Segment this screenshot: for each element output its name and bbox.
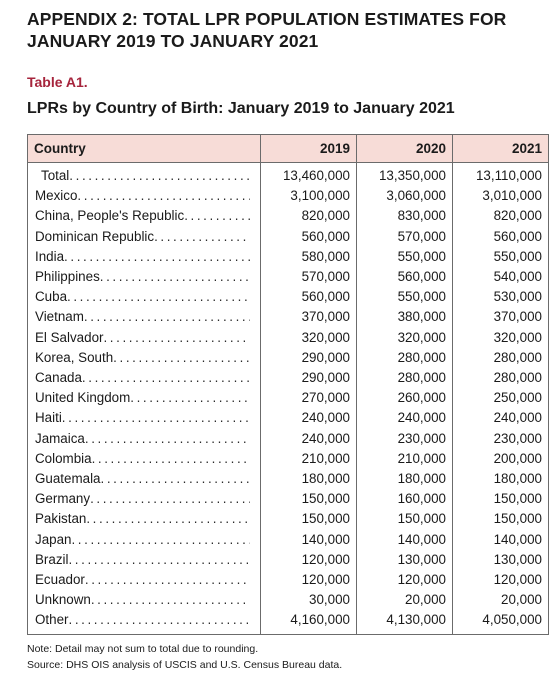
value-cell-2020: 140,000 — [357, 530, 453, 550]
value-cell-2020: 570,000 — [357, 227, 453, 247]
value-cell-2019: 150,000 — [261, 489, 357, 509]
country-cell — [28, 287, 261, 307]
country-cell — [28, 530, 261, 550]
value-cell-2019: 13,460,000 — [261, 163, 357, 187]
dot-leader — [184, 206, 250, 226]
table-row — [28, 247, 549, 267]
value-cell-2019: 560,000 — [261, 287, 357, 307]
dot-leader — [69, 610, 251, 630]
value-cell-2021: 3,010,000 — [453, 186, 549, 206]
value-cell-2019: 290,000 — [261, 368, 357, 388]
value-cell-2019: 240,000 — [261, 429, 357, 449]
table-row — [28, 408, 549, 428]
value-cell-2020: 550,000 — [357, 287, 453, 307]
dot-leader — [77, 186, 250, 206]
column-header-2020: 2020 — [357, 135, 453, 163]
value-cell-2020: 120,000 — [357, 570, 453, 590]
table-row — [28, 590, 549, 610]
value-cell-2020: 550,000 — [357, 247, 453, 267]
value-cell-2019: 120,000 — [261, 570, 357, 590]
country-name: Pakistan — [35, 511, 87, 527]
column-header-country: Country — [28, 135, 261, 163]
country-cell — [28, 469, 261, 489]
table-body — [28, 163, 549, 635]
table-row — [28, 570, 549, 590]
country-cell — [28, 348, 261, 368]
country-name: Japan — [35, 531, 72, 547]
value-cell-2019: 820,000 — [261, 206, 357, 226]
country-name: Other — [35, 612, 69, 628]
value-cell-2019: 140,000 — [261, 530, 357, 550]
value-cell-2019: 290,000 — [261, 348, 357, 368]
note-text: Note: Detail may not sum to total due to rounding. — [27, 643, 259, 655]
dot-leader — [113, 348, 250, 368]
value-cell-2021: 20,000 — [453, 590, 549, 610]
country-cell — [28, 307, 261, 327]
value-cell-2020: 20,000 — [357, 590, 453, 610]
table-row — [28, 550, 549, 570]
table-row — [28, 509, 549, 529]
value-cell-2019: 580,000 — [261, 247, 357, 267]
value-cell-2019: 270,000 — [261, 388, 357, 408]
table-row — [28, 469, 549, 489]
lpr-table — [27, 134, 549, 635]
value-cell-2019: 150,000 — [261, 509, 357, 529]
table-row — [28, 227, 549, 247]
country-cell — [28, 509, 261, 529]
value-cell-2021: 13,110,000 — [453, 163, 549, 187]
value-cell-2019: 4,160,000 — [261, 610, 357, 634]
table-row — [28, 307, 549, 327]
table-label: Table A1. — [27, 74, 88, 90]
country-name: India — [35, 248, 65, 264]
value-cell-2021: 130,000 — [453, 550, 549, 570]
table-row — [28, 163, 549, 187]
country-name: El Salvador — [35, 329, 104, 345]
dot-leader — [68, 550, 250, 570]
dot-leader — [62, 408, 250, 428]
value-cell-2021: 370,000 — [453, 307, 549, 327]
dot-leader — [92, 449, 250, 469]
dot-leader — [85, 570, 250, 590]
dot-leader — [85, 429, 250, 449]
value-cell-2019: 560,000 — [261, 227, 357, 247]
value-cell-2021: 150,000 — [453, 509, 549, 529]
country-cell — [28, 163, 261, 187]
dot-leader — [82, 368, 250, 388]
dot-leader — [69, 166, 250, 186]
country-name: United Kingdom — [35, 390, 131, 406]
country-cell — [28, 550, 261, 570]
value-cell-2020: 210,000 — [357, 449, 453, 469]
dot-leader — [86, 509, 250, 529]
dot-leader — [101, 469, 250, 489]
table-row — [28, 368, 549, 388]
value-cell-2019: 320,000 — [261, 328, 357, 348]
value-cell-2021: 180,000 — [453, 469, 549, 489]
value-cell-2020: 3,060,000 — [357, 186, 453, 206]
value-cell-2021: 820,000 — [453, 206, 549, 226]
value-cell-2019: 210,000 — [261, 449, 357, 469]
dot-leader — [91, 590, 250, 610]
value-cell-2020: 380,000 — [357, 307, 453, 327]
dot-leader — [100, 267, 250, 287]
dot-leader — [64, 247, 250, 267]
table-row — [28, 489, 549, 509]
value-cell-2020: 280,000 — [357, 368, 453, 388]
country-cell — [28, 247, 261, 267]
country-name: Germany — [35, 491, 91, 507]
country-cell — [28, 429, 261, 449]
value-cell-2020: 13,350,000 — [357, 163, 453, 187]
value-cell-2021: 120,000 — [453, 570, 549, 590]
dot-leader — [71, 530, 250, 550]
table-row — [28, 388, 549, 408]
value-cell-2021: 4,050,000 — [453, 610, 549, 634]
table-row — [28, 287, 549, 307]
value-cell-2021: 240,000 — [453, 408, 549, 428]
table-row — [28, 328, 549, 348]
table-caption: LPRs by Country of Birth: January 2019 to January 2021 — [27, 100, 455, 117]
country-name: Vietnam — [35, 309, 84, 325]
value-cell-2021: 250,000 — [453, 388, 549, 408]
dot-leader — [84, 307, 250, 327]
country-cell — [28, 610, 261, 634]
value-cell-2019: 3,100,000 — [261, 186, 357, 206]
country-cell — [28, 267, 261, 287]
country-cell — [28, 186, 261, 206]
table-row — [28, 610, 549, 634]
value-cell-2020: 130,000 — [357, 550, 453, 570]
country-name: Brazil — [35, 551, 69, 567]
value-cell-2020: 560,000 — [357, 267, 453, 287]
country-cell — [28, 449, 261, 469]
value-cell-2019: 120,000 — [261, 550, 357, 570]
value-cell-2019: 370,000 — [261, 307, 357, 327]
table-row — [28, 267, 549, 287]
source-text: Source: DHS OIS analysis of USCIS and U.S. Census Bureau data. — [27, 659, 343, 671]
value-cell-2021: 320,000 — [453, 328, 549, 348]
country-name: Canada — [35, 370, 82, 386]
value-cell-2020: 830,000 — [357, 206, 453, 226]
country-name: Total — [41, 168, 70, 183]
country-cell — [28, 489, 261, 509]
country-name: Jamaica — [35, 430, 85, 446]
country-cell — [28, 328, 261, 348]
dot-leader — [154, 227, 250, 247]
country-cell — [28, 368, 261, 388]
value-cell-2021: 540,000 — [453, 267, 549, 287]
column-header-2021: 2021 — [453, 135, 549, 163]
country-cell — [28, 388, 261, 408]
table-row — [28, 449, 549, 469]
value-cell-2020: 260,000 — [357, 388, 453, 408]
country-name: Philippines — [35, 269, 100, 285]
dot-leader — [130, 388, 250, 408]
value-cell-2020: 240,000 — [357, 408, 453, 428]
value-cell-2021: 200,000 — [453, 449, 549, 469]
value-cell-2020: 280,000 — [357, 348, 453, 368]
value-cell-2020: 230,000 — [357, 429, 453, 449]
value-cell-2021: 280,000 — [453, 348, 549, 368]
table-row — [28, 429, 549, 449]
country-name: Guatemala — [35, 471, 101, 487]
country-name: Unknown — [35, 592, 91, 608]
value-cell-2019: 240,000 — [261, 408, 357, 428]
dot-leader — [103, 328, 250, 348]
country-name: Ecuador — [35, 572, 85, 588]
table-row — [28, 186, 549, 206]
country-name: Dominican Republic — [35, 228, 155, 244]
column-header-2019: 2019 — [261, 135, 357, 163]
value-cell-2020: 4,130,000 — [357, 610, 453, 634]
table-row — [28, 206, 549, 226]
country-cell — [28, 206, 261, 226]
value-cell-2021: 550,000 — [453, 247, 549, 267]
country-cell — [28, 590, 261, 610]
country-name: Colombia — [35, 450, 92, 466]
value-cell-2021: 560,000 — [453, 227, 549, 247]
country-name: China, People's Republic — [35, 208, 185, 224]
value-cell-2021: 280,000 — [453, 368, 549, 388]
value-cell-2021: 140,000 — [453, 530, 549, 550]
value-cell-2021: 150,000 — [453, 489, 549, 509]
country-cell — [28, 570, 261, 590]
country-name: Haiti — [35, 410, 62, 426]
country-cell — [28, 408, 261, 428]
value-cell-2020: 180,000 — [357, 469, 453, 489]
appendix-title: APPENDIX 2: TOTAL LPR POPULATION ESTIMATES FOR JANUARY 2019 TO JANUARY 2021 — [27, 9, 507, 51]
value-cell-2020: 150,000 — [357, 509, 453, 529]
value-cell-2019: 570,000 — [261, 267, 357, 287]
country-name: Cuba — [35, 289, 68, 305]
country-name: Mexico — [35, 188, 78, 204]
value-cell-2021: 230,000 — [453, 429, 549, 449]
value-cell-2020: 320,000 — [357, 328, 453, 348]
value-cell-2019: 30,000 — [261, 590, 357, 610]
value-cell-2021: 530,000 — [453, 287, 549, 307]
country-cell — [28, 227, 261, 247]
table-row — [28, 348, 549, 368]
value-cell-2019: 180,000 — [261, 469, 357, 489]
table-header-row — [28, 135, 549, 163]
table-notes — [27, 641, 342, 673]
dot-leader — [90, 489, 250, 509]
country-name: Korea, South — [35, 349, 114, 365]
table-row — [28, 530, 549, 550]
dot-leader — [67, 287, 250, 307]
value-cell-2020: 160,000 — [357, 489, 453, 509]
